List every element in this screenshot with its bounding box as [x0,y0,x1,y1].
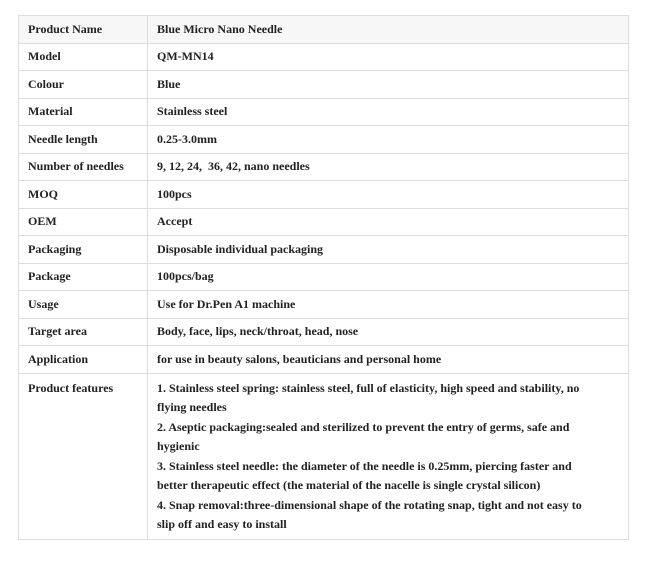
spec-label: Usage [19,291,148,319]
spec-value: 9, 12, 24, 36, 42, nano needles [148,153,629,181]
spec-label: OEM [19,208,148,236]
spec-label: Application [19,346,148,374]
spec-label: Model [19,43,148,71]
spec-row-colour [19,71,629,99]
spec-row-usage [19,291,629,319]
spec-value: 100pcs/bag [148,263,629,291]
spec-label: Material [19,98,148,126]
spec-row-material [19,98,629,126]
spec-label: Packaging [19,236,148,264]
spec-label: Number of needles [19,153,148,181]
spec-row-model [19,43,629,71]
feature-list [148,373,629,539]
spec-value: Body, face, lips, neck/throat, head, nose [148,318,629,346]
spec-value: Disposable individual packaging [148,236,629,264]
spec-value: Blue Micro Nano Needle [148,16,629,44]
spec-value: 0.25-3.0mm [148,126,629,154]
spec-row-product-features [19,373,629,539]
spec-row-packaging [19,236,629,264]
spec-label: Colour [19,71,148,99]
spec-row-package [19,263,629,291]
spec-label: Target area [19,318,148,346]
spec-value: 100pcs [148,181,629,209]
spec-value: Accept [148,208,629,236]
feature-item: 1. Stainless steel spring: stainless steel, full of elasticity, high speed and stability, no flying needles [157,380,580,414]
spec-label: MOQ [19,181,148,209]
spec-label: Needle length [19,126,148,154]
feature-item: 4. Snap removal:three-dimensional shape of the rotating snap, tight and not easy to slip off and easy to install [157,497,582,531]
spec-row-application [19,346,629,374]
product-spec-table [18,15,629,540]
feature-item: 3. Stainless steel needle: the diameter of the needle is 0.25mm, piercing faster and better therapeutic effect (the material of the nacelle is single crystal silicon) [157,458,572,492]
spec-row-moq [19,181,629,209]
spec-value: QM-MN14 [148,43,629,71]
spec-row-product-name [19,16,629,44]
spec-label: Product features [19,373,148,539]
spec-label: Product Name [19,16,148,44]
spec-row-target-area [19,318,629,346]
feature-item: 2. Aseptic packaging:sealed and sterilized to prevent the entry of germs, safe and hygienic [157,419,570,453]
spec-row-needle-length [19,126,629,154]
spec-value: Stainless steel [148,98,629,126]
spec-value: Blue [148,71,629,99]
spec-value: for use in beauty salons, beauticians and personal home [148,346,629,374]
spec-value: Use for Dr.Pen A1 machine [148,291,629,319]
spec-row-oem [19,208,629,236]
spec-label: Package [19,263,148,291]
spec-row-number-of-needles [19,153,629,181]
